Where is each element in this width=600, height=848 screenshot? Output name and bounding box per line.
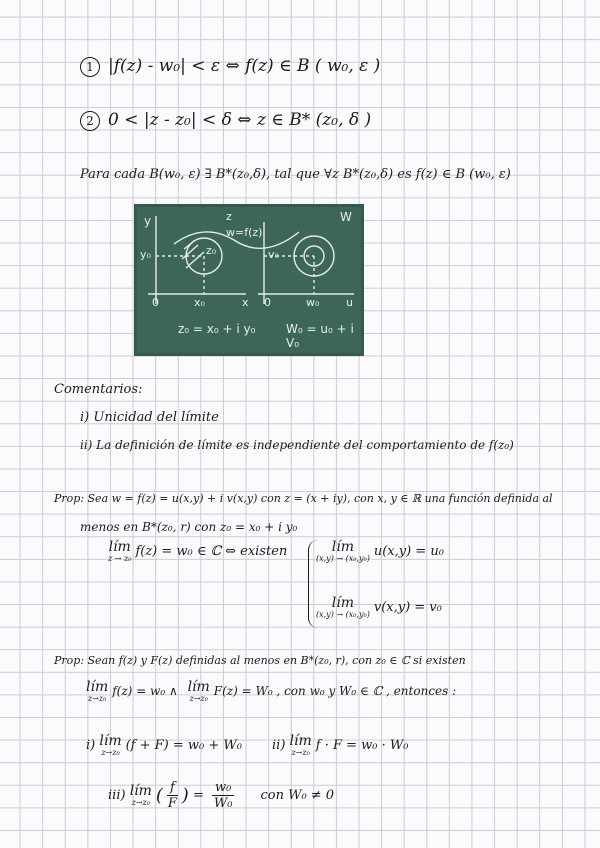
comments-title: Comentarios: [54, 382, 143, 397]
prop1-cond2-lim: lím (x,y) → (x₀,y₀) [316, 595, 370, 619]
board-y0-label: y₀ [140, 248, 151, 261]
result-iii-fraction-right: $\frac{\text{w₀}}{\text{W₀}}$ [213, 780, 233, 811]
definition-item-2 [80, 110, 371, 131]
item-number-2: 2 [80, 111, 100, 131]
result-i-expr: (f + F) = w₀ + W₀ [125, 738, 242, 753]
board-z0-label: z₀ [206, 244, 217, 257]
definition-item-1 [80, 56, 380, 77]
prop1-lim-expr: f(z) = w₀ ∈ ℂ ⇔ existen [135, 544, 288, 559]
comment-item-2: ii) La definición de límite es independiente del comportamiento de f(z₀) [80, 438, 514, 452]
board-v0-label: v₀ [268, 248, 279, 261]
board-mapping-label: w=f(z) [226, 226, 263, 239]
board-origin-1: 0 [152, 296, 159, 309]
prop2-lim-b: lím z→z₀ [187, 679, 210, 703]
prop2-hypothesis [86, 680, 456, 703]
prop1-line1: Prop: Sea w = f(z) = u(x,y) + i v(x,y) con z = (x + iy), con x, y ∈ ℝ una función definida al [54, 492, 553, 505]
result-iii-lim: lím z→z₀ [129, 783, 152, 807]
prop1-cond1-lim: lím (x,y) → (x₀,y₀) [316, 539, 370, 563]
result-i-label: i) [86, 738, 96, 753]
prop1-cond2-expr: v(x,y) = v₀ [373, 600, 442, 615]
prop1-cond1-expr: u(x,y) = u₀ [373, 544, 444, 559]
definition-item-2-text: 0 < |z - z₀| < δ ⇔ z ∈ B* (z₀, δ ) [108, 110, 372, 130]
prop2-lim-a: lím z→z₀ [86, 679, 109, 703]
prop2-expr-a: f(z) = w₀ ∧ [112, 684, 178, 698]
prop2-line1: Prop: Sean f(z) y F(z) definidas al menos en B*(z₀, r), con z₀ ∈ ℂ si existen [54, 654, 466, 667]
board-z-label: z [226, 210, 232, 223]
result-iii-equals: = [192, 788, 204, 803]
prop1-line2: menos en B*(z₀, r) con z₀ = x₀ + i y₀ [80, 520, 298, 534]
result-iii-condition: con W₀ ≠ 0 [260, 788, 335, 803]
prop2-result-iii: iii) lím z→z₀ ( $\frac{f}{F}$ ) = $\frac{\text{w₀}}{\text{W₀}}$ con W₀ ≠ 0 [108, 780, 335, 811]
definition-statement: Para cada B(w₀, ε) ∃ B*(z₀,δ), tal que ∀z B*(z₀,δ) es f(z) ∈ B (w₀, ε) [80, 167, 511, 182]
prop2-result-i [86, 734, 242, 757]
board-W-label: W [340, 210, 352, 224]
board-formula-left: z₀ = x₀ + i y₀ [178, 322, 256, 336]
definition-item-1-text: |f(z) - w₀| < ε ⇔ f(z) ∈ B ( w₀, ε ) [108, 56, 381, 76]
board-y-label: y [144, 214, 152, 228]
result-ii-expr: f · F = w₀ · W₀ [315, 738, 409, 753]
prop1-lim: lím z → z₀ [108, 539, 132, 563]
result-iii-label: iii) [108, 788, 126, 803]
result-ii-lim: lím z→z₀ [289, 733, 312, 757]
comment-item-1: i) Unicidad del límite [80, 410, 219, 425]
prop2-result-ii [272, 734, 408, 757]
prop1-limit-statement [108, 540, 287, 563]
board-w0-label: w₀ [306, 296, 320, 309]
prop1-condition-v [316, 596, 442, 619]
hatching [182, 241, 204, 268]
board-x-label: x [242, 296, 249, 309]
result-ii-label: ii) [272, 738, 286, 753]
result-iii-fraction-left: $\frac{f}{F}$ [167, 780, 177, 811]
board-u-label: u [346, 296, 353, 309]
board-formula-right: W₀ = u₀ + i V₀ [286, 322, 354, 350]
chalkboard-image [134, 204, 364, 356]
board-origin-2: 0 [264, 296, 271, 309]
prop1-condition-u [316, 540, 444, 563]
item-number-1: 1 [80, 57, 100, 77]
prop2-expr-b: F(z) = W₀ , con w₀ y W₀ ∈ ℂ , entonces : [213, 684, 457, 698]
board-x0-label: x₀ [194, 296, 205, 309]
result-i-lim: lím z→z₀ [99, 733, 122, 757]
